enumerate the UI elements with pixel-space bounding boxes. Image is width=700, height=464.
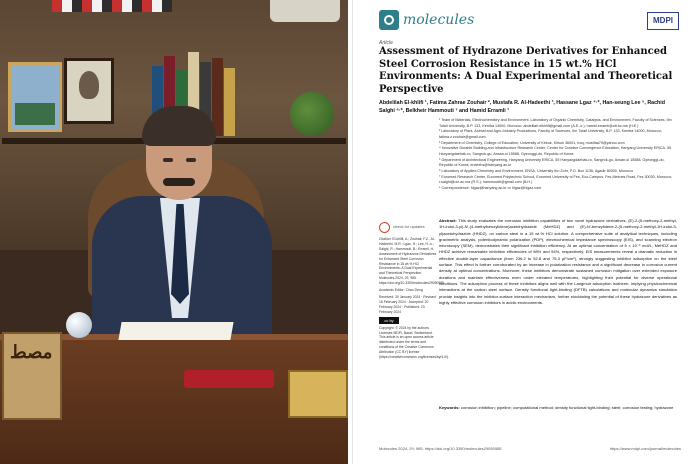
cc-license-badge[interactable] — [379, 317, 437, 324]
check-updates-badge[interactable] — [379, 222, 437, 233]
article-dates: Received: 30 January 2024 · Revised: 16 February 2024 · Accepted: 20 February 2024 · Published: 23 February 2024 — [379, 294, 437, 314]
article-sidebar — [379, 222, 450, 362]
check-updates-icon — [379, 222, 390, 233]
affiliation-item: ⁶ Laboratory of Applied Chemistry and Environment, ENSA, University Ibn Zohr, P.O. Box 1136, Agadir 80000, Morocco — [439, 168, 634, 173]
desk-nameplate — [2, 332, 62, 420]
desk-tray — [184, 370, 274, 388]
framed-photo-landscape — [8, 62, 62, 132]
person-eye-left — [163, 158, 173, 162]
paper-panel — [352, 0, 700, 464]
person-eye-right — [186, 158, 196, 162]
abstract — [439, 218, 677, 306]
affiliation-item: ⁵ Department of Architectural Engineering, Hanyang University ERICA, 55 Hanyangdaehak-ro, Sangrok-gu, Ansan-si 15588, Gyeonggi-do, Republic of Korea; ercleehs@hanyang.ac.kr — [439, 157, 665, 168]
photo-panel — [0, 0, 348, 464]
academic-editor: Academic Editor: Chao Deng — [379, 288, 423, 293]
molecules-logo-icon — [379, 10, 399, 30]
article-type: Article — [379, 40, 393, 46]
journal-header — [379, 10, 679, 34]
paper-title: Assessment of Hydrazone Derivatives for Enhanced Steel Corrosion Resistance in 15 wt.% HCl Environments: A Dual Experimental and Theoretical Perspective — [379, 46, 673, 95]
flag-bunting — [52, 0, 172, 12]
mdpi-logo: MDPI — [647, 12, 679, 30]
check-updates-label: check for updates — [393, 224, 425, 230]
copyright-notice: Copyright: © 2024 by the authors. Licensee MDPI, Basel, Switzerland. This article is an open access article distributed under the terms and conditions of the Creative Commons Attribution (CC BY) license (https://creativecommons.org/licenses/by/4.0/). — [379, 325, 450, 360]
nameplate-text: مصط — [10, 342, 53, 363]
affiliation-item: ² Laboratory of Plant, Animal and Agro-Industry Productions, Faculty of Sciences, Ibn Tofail University, B.P. 133, Kenitra 14000, Morocco; fatima.z.zouhair@gmail.com — [439, 129, 662, 139]
affiliations — [439, 118, 675, 192]
journal-name: molecules — [403, 12, 475, 28]
desk-papers — [118, 322, 233, 340]
affiliation-item: ⁷ Euromed Research Center, Euromed Polytechnic School, Euromed University of Fes, Eco-Campus, Fes-Meknes Road, Fes 30030, Morocco; r.salghi@uiz.ac.ma (R.S.); hammoutib@gmail.com (B.H.) — [439, 174, 672, 185]
ceiling-ac-unit — [270, 0, 340, 22]
abstract-text: This study evaluates the corrosion inhibition capabilities of two novel hydrazone derivatives, (E)-2-(5-methoxy-2-methyl-1H-indol-3-yl)-N'-(4-methylbenzylidene)acetohydrazide (MeHDZ) and (E)-N'-benzylidene-2-(5-methoxy-2-methyl-1H-indol-3-yl)acetohydrazide (HHDZ), on carbon steel in a 15 wt.% HCl solution. A comprehensive suite of analytical techniques, including gravimetric analysis, potentiodynamic polarization (PDP), electrochemical impedance spectroscopy (EIS), and scanning electron microscopy (SEM), demonstrates their significant inhibition efficiency. At an optimal concentration of 5 × 10⁻³ mol/L, MeHDZ and HHDZ achieve remarkable inhibition efficiencies of 98% and 94%, respectively. EIS measurements reveal a dramatic reduction in effective double-layer capacitance (from 236.2 to 52.8 and 75.3 μF/cm²), strongly suggesting inhibitor adsorption on the steel surface. This effect is further corroborated by an increase in polarization resistance and a significant decrease in corrosion current density at optimal concentrations. Moreover, these inhibitors demonstrate sustained corrosion mitigation over extended exposure durations and maintain effectiveness even under elevated temperatures, highlighting their potential for diverse operational conditions. The adsorption process of these inhibitors aligns well with the Langmuir adsorption isotherm, implying physicochemical interactions at the carbon steel surface. Density functional tight-binding (DFTB) calculations and molecular dynamics simulation provide insights into the inhibitor-surface interaction mechanism, further elucidating the potential of these hydrazone derivatives as highly effective corrosion inhibitors in acidic environments. — [439, 218, 678, 305]
correspondence: * Correspondence: hlgaz@hanyang.ac.kr or hlgaz@hlgaz.com — [439, 186, 542, 191]
affiliation-item: ¹ Team of Materials, Electrochemistry and Environment, Laboratory of Organic Chemistry, Catalysis, and Environment, Faculty of Sciences, Ibn Tofail University, B.P. 133, Kenitra 14000, Morocco; abdelilah.elkhlifi@gmail.com (A.E.-k.); hamid.erramli@uit.ac.ma (H.E.) — [439, 118, 672, 128]
keywords — [439, 405, 677, 411]
potted-plant — [290, 92, 334, 136]
affiliation-item: ⁴ Innovative Durable Building and Infrastructure Research Center, Center for Creative Convergence Education, Hanyang University ERICA, 55 Hanyangdaehak-ro, Sangrok-gu, Ansan-si 15588, Gyeonggi-do, Republic of Korea — [439, 146, 672, 156]
keywords-text: corrosion inhibition; pipeline; computational method; density functional tight-binding; steel; corrosion testing; hydrazone — [460, 405, 674, 410]
desk-globe — [66, 312, 92, 338]
abstract-label: Abstract: — [439, 218, 457, 223]
citation: Citation: El-khlifi, A.; Zouhair, F.Z.; Al-Hadeethi, M.R.; Lgaz, H.; Lee, H.-s.; Salghi, R.; Hammouti, B.; Erramli, H. Assessment of Hydrazone Derivatives for Enhanced Steel Corrosion Resistance in 15 wt.% HCl Environments: A Dual Experimental and Theoretical Perspective. Molecules 2024, 29, 985. https://doi.org/10.3390/molecules29050985 — [379, 237, 445, 286]
footer-journal-url[interactable]: https://www.mdpi.com/journal/molecules — [609, 446, 681, 451]
desk-plaque — [288, 370, 348, 418]
cc-by-icon: cc by — [379, 317, 399, 324]
author-list: Abdelilah El-khlifi ¹, Fatima Zahrae Zouhair ², Mustafa R. Al-Hadeethi ³, Hassane Lgaz ⁴·*, Han-seung Lee ⁵, Rachid Salghi ⁶·*, Belkheir Hammouti ⁷ and Hamid Erramli ¹ — [379, 100, 665, 114]
person-mustache — [163, 178, 195, 186]
affiliation-item: ³ Department of Chemistry, College of Education, University of Kirkuk, Kirkuk 36001, Iraq; mustfaa79@yahoo.com — [439, 140, 625, 145]
footer-citation: Molecules 2024, 29, 985. https://doi.org/10.3390/molecules29050985 — [379, 446, 502, 451]
framed-portrait — [64, 58, 114, 124]
keywords-label: Keywords: — [439, 405, 460, 410]
